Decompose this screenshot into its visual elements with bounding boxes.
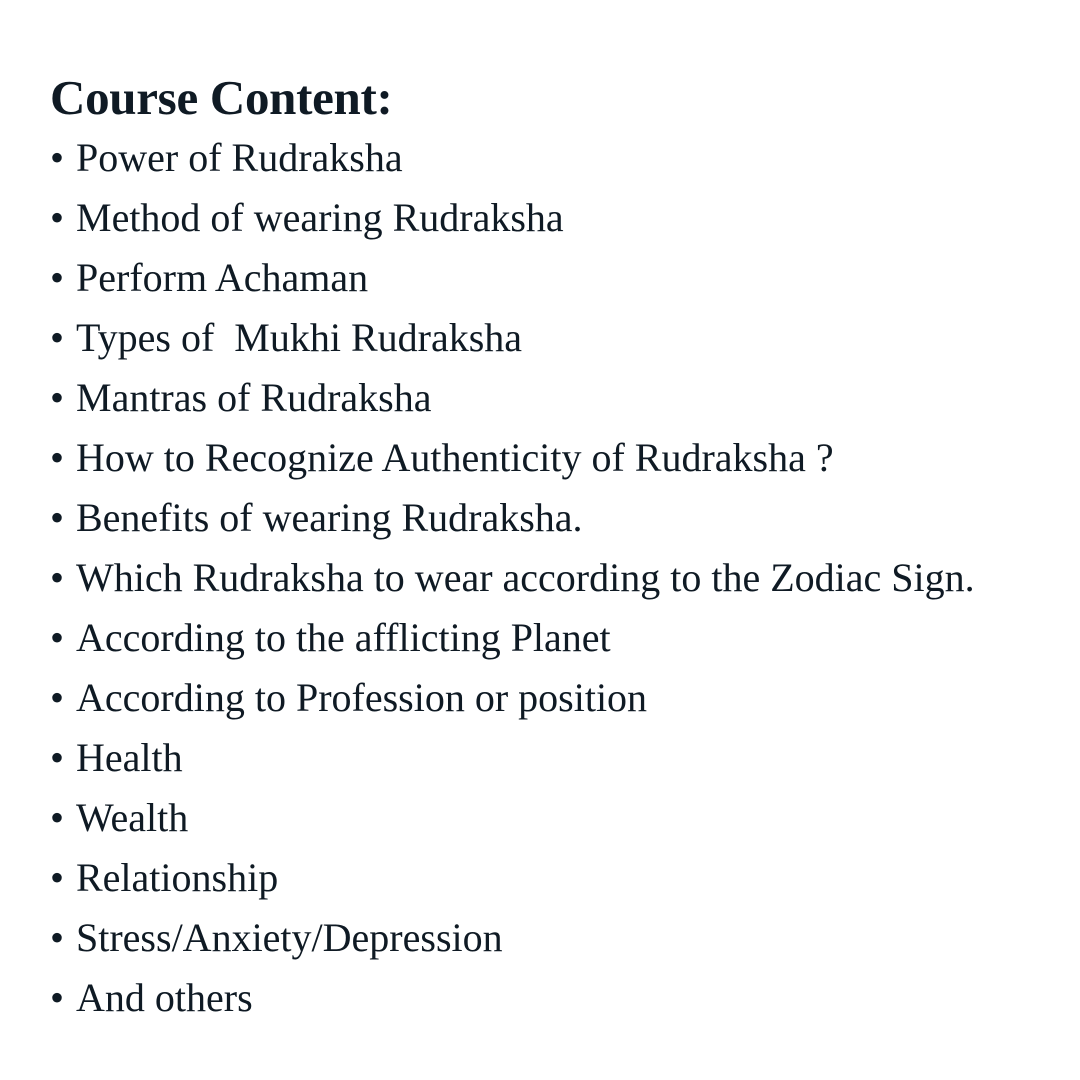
list-item xyxy=(50,908,1075,968)
bullet-icon: • xyxy=(50,435,65,480)
course-content-list xyxy=(50,128,1075,1028)
bullet-icon: • xyxy=(50,675,65,720)
list-item xyxy=(50,848,1075,908)
list-item xyxy=(50,428,1075,488)
list-item-text: Perform Achaman xyxy=(76,255,369,300)
list-item-text: Health xyxy=(76,735,183,780)
list-item xyxy=(50,608,1075,668)
list-item-text: Which Rudraksha to wear according to the Zodiac Sign. xyxy=(76,555,975,600)
list-item-text: According to Profession or position xyxy=(76,675,648,720)
bullet-icon: • xyxy=(50,975,65,1020)
list-item xyxy=(50,368,1075,428)
list-item xyxy=(50,968,1075,1028)
list-item xyxy=(50,548,1075,608)
list-item-text: Mantras of Rudraksha xyxy=(76,375,432,420)
list-item xyxy=(50,788,1075,848)
list-item-text: And others xyxy=(76,975,253,1020)
bullet-icon: • xyxy=(50,855,65,900)
bullet-icon: • xyxy=(50,735,65,780)
list-item xyxy=(50,128,1075,188)
bullet-icon: • xyxy=(50,135,65,180)
list-item-text: Types of Mukhi Rudraksha xyxy=(76,315,523,360)
list-item-text: According to the afflicting Planet xyxy=(76,615,611,660)
list-item xyxy=(50,668,1075,728)
list-item-text: How to Recognize Authenticity of Rudraksha ? xyxy=(76,435,834,480)
bullet-icon: • xyxy=(50,375,65,420)
list-item xyxy=(50,248,1075,308)
list-item xyxy=(50,188,1075,248)
list-item-text: Wealth xyxy=(76,795,189,840)
list-item-text: Benefits of wearing Rudraksha. xyxy=(76,495,583,540)
bullet-icon: • xyxy=(50,555,65,600)
list-item xyxy=(50,488,1075,548)
course-content-document xyxy=(50,68,1075,1028)
bullet-icon: • xyxy=(50,915,65,960)
list-item-text: Method of wearing Rudraksha xyxy=(76,195,564,240)
bullet-icon: • xyxy=(50,795,65,840)
bullet-icon: • xyxy=(50,615,65,660)
list-item xyxy=(50,728,1075,788)
list-item-text: Relationship xyxy=(76,855,279,900)
list-item-text: Stress/Anxiety/Depression xyxy=(76,915,503,960)
course-content-heading: Course Content: xyxy=(50,70,393,125)
bullet-icon: • xyxy=(50,255,65,300)
list-item xyxy=(50,308,1075,368)
list-item-text: Power of Rudraksha xyxy=(76,135,403,180)
bullet-icon: • xyxy=(50,315,65,360)
bullet-icon: • xyxy=(50,495,65,540)
bullet-icon: • xyxy=(50,195,65,240)
